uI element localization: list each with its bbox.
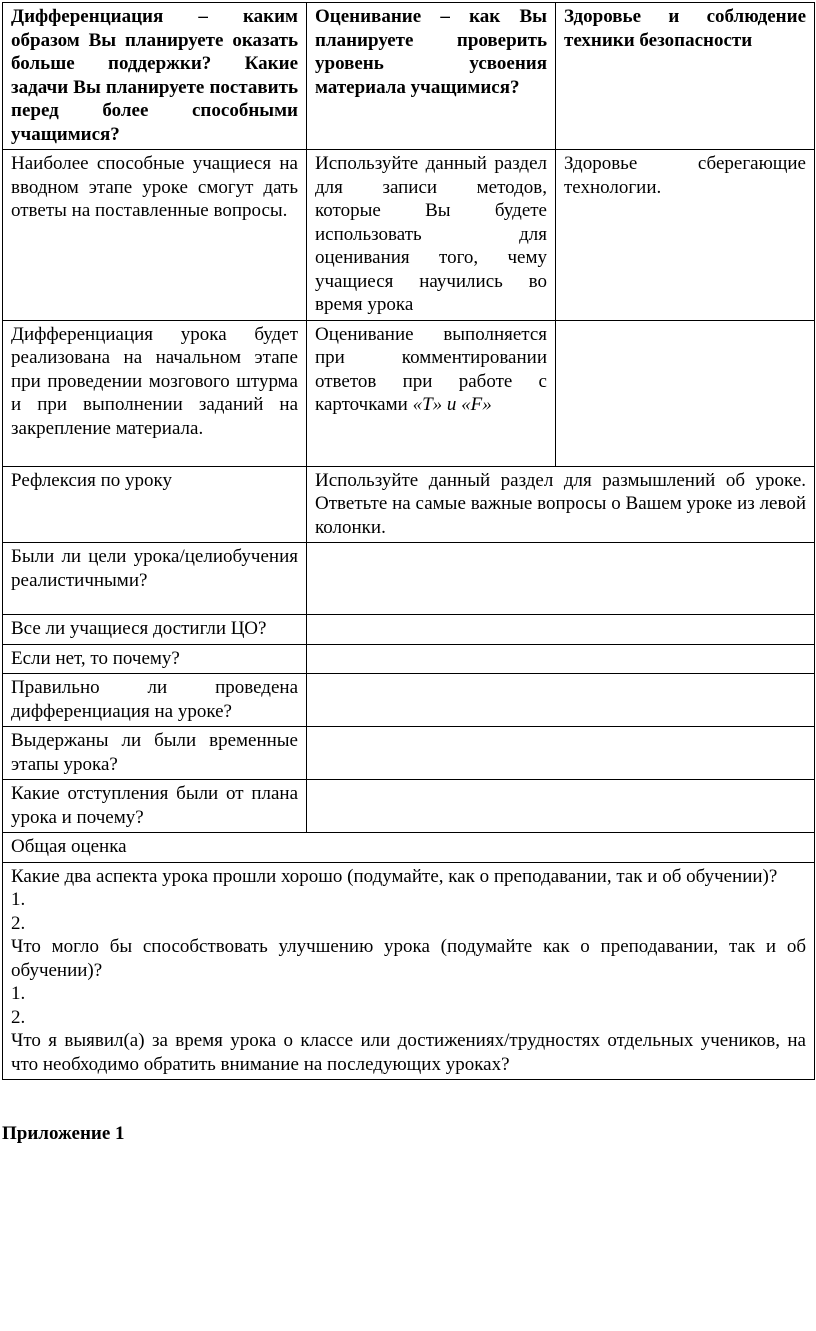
answer-cell[interactable] <box>307 644 815 674</box>
answer-cell[interactable] <box>307 615 815 645</box>
differentiation-cell-2: Дифференциация урока будет реализована на начальном этапе при проведении мозгового штурма и при выполнении заданий на закрепление материала. <box>3 320 307 466</box>
question-row <box>3 727 815 780</box>
assessment-text-2: Оценивание выполняется при комментировании ответов при работе с карточками <box>315 323 547 415</box>
question-cell: Какие отступления были от плана урока и почему? <box>3 780 307 833</box>
question-cell: Выдержаны ли были временные этапы урока? <box>3 727 307 780</box>
overall-title: Общая оценка <box>3 833 815 863</box>
overall-body <box>3 862 815 1080</box>
answer-cell[interactable] <box>307 780 815 833</box>
assessment-cell-1: Используйте данный раздел для записи методов, которые Вы будете использовать для оценивания того, чему учащиеся научились во время урока <box>307 150 556 321</box>
health-cell-1: Здоровье сберегающие технологии. <box>556 150 815 321</box>
plan-row-2 <box>3 320 815 466</box>
header-row <box>3 3 815 150</box>
question-cell: Все ли учащиеся достигли ЦО? <box>3 615 307 645</box>
overall-question-3: Что я выявил(а) за время урока о классе или достижениях/трудностях отдельных учеников, на что необходимо обратить внимание на последующих уроках? <box>11 1030 806 1075</box>
header-health-safety: Здоровье и соблюдение техники безопасности <box>556 3 815 150</box>
question-row <box>3 615 815 645</box>
reflection-instruction: Используйте данный раздел для размышлений об уроке. Ответьте на самые важные вопросы о Вашем уроке из левой колонки. <box>307 466 815 543</box>
question-cell: Были ли цели урока/целиобучения реалистичными? <box>3 543 307 615</box>
overall-question-2: Что могло бы способствовать улучшению урока (подумайте как о преподавании, так и об обучении)? <box>11 936 806 981</box>
cards-label: «T» и «F» <box>412 394 492 415</box>
question-cell: Правильно ли проведена дифференциация на уроке? <box>3 674 307 727</box>
overall-body-row <box>3 862 815 1080</box>
differentiation-cell-1: Наиболее способные учащиеся на вводном этапе уроке смогут дать ответы на поставленные вопросы. <box>3 150 307 321</box>
overall-title-row <box>3 833 815 863</box>
reflection-row <box>3 466 815 543</box>
question-row <box>3 644 815 674</box>
answer-cell[interactable] <box>307 674 815 727</box>
header-assessment: Оценивание – как Вы планируете проверить уровень усвоения материала учащимися? <box>307 3 556 150</box>
question-row <box>3 674 815 727</box>
plan-row-1 <box>3 150 815 321</box>
question-row <box>3 780 815 833</box>
question-cell: Если нет, то почему? <box>3 644 307 674</box>
answer-cell[interactable] <box>307 727 815 780</box>
question-row <box>3 543 815 615</box>
reflection-title: Рефлексия по уроку <box>3 466 307 543</box>
appendix-heading: Приложение 1 <box>2 1123 125 1144</box>
header-differentiation: Дифференциация – каким образом Вы планируете оказать больше поддержки? Какие задачи Вы планируете поставить перед более способными учащимися? <box>3 3 307 150</box>
answer-cell[interactable] <box>307 543 815 615</box>
overall-question-1: Какие два аспекта урока прошли хорошо (подумайте, как о преподавании, так и об обучении)? <box>11 865 778 887</box>
health-cell-2 <box>556 320 815 466</box>
overall-question-2-item-2: 2. <box>11 1006 26 1028</box>
overall-question-1-item-1: 1. <box>11 889 26 910</box>
lesson-plan-table <box>2 2 815 1080</box>
overall-question-2-item-1: 1. <box>11 983 26 1004</box>
overall-question-1-item-2: 2. <box>11 912 26 934</box>
assessment-cell-2 <box>307 320 556 466</box>
